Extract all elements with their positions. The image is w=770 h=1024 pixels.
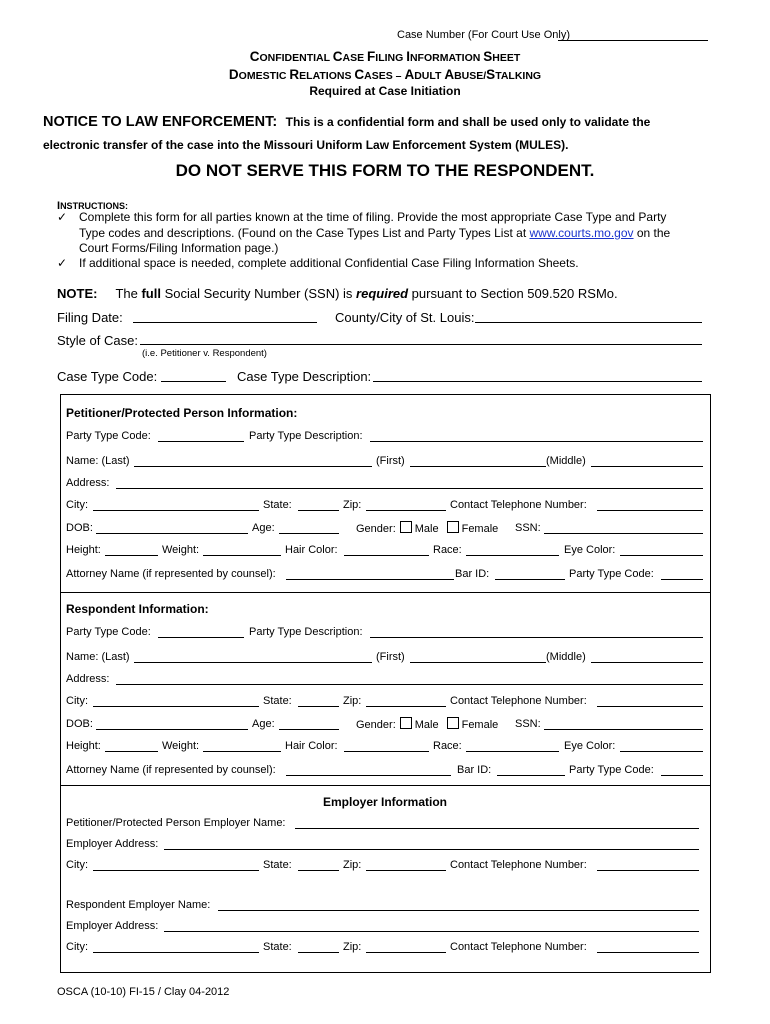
pet-first-name-label: (First)	[376, 455, 405, 467]
pet-party-type-desc-field[interactable]	[370, 441, 703, 442]
resp-state-label: State:	[263, 695, 292, 707]
resp-female-label: Female	[461, 719, 499, 731]
form-footer: OSCA (10-10) FI-15 / Clay 04-2012	[57, 986, 230, 998]
pet-attorney-field[interactable]	[286, 579, 454, 580]
pet-employer-address-label: Employer Address:	[66, 838, 159, 850]
pet-employer-phone-field[interactable]	[597, 870, 699, 871]
pet-hair-label: Hair Color:	[285, 544, 338, 556]
pet-bar-id-field[interactable]	[495, 579, 565, 580]
respondent-heading: Respondent Information:	[66, 602, 209, 616]
pet-phone-label: Contact Telephone Number:	[450, 499, 587, 511]
pet-race-field[interactable]	[466, 555, 559, 556]
pet-eye-label: Eye Color:	[564, 544, 616, 556]
form-subtitle: DOMESTIC RELATIONS CASES – ADULT ABUSE/STALKING	[228, 67, 542, 82]
pet-male-label: Male	[414, 523, 439, 535]
pet-female-label: Female	[461, 523, 499, 535]
resp-address-label: Address:	[66, 673, 110, 685]
pet-state-field[interactable]	[298, 510, 339, 511]
county-field[interactable]	[475, 322, 702, 323]
filing-date-label: Filing Date:	[57, 310, 123, 325]
resp-hair-field[interactable]	[344, 751, 429, 752]
pet-employer-name-field[interactable]	[295, 828, 699, 829]
pet-gender-group	[356, 521, 498, 535]
section-divider	[60, 592, 710, 593]
resp-attorney-label: Attorney Name (if represented by counsel):	[66, 764, 276, 776]
resp-age-label: Age:	[252, 718, 275, 730]
pet-employer-city-field[interactable]	[93, 870, 259, 871]
resp-bar-id-field[interactable]	[497, 775, 565, 776]
pet-employer-address-field[interactable]	[164, 849, 699, 850]
pet-weight-field[interactable]	[203, 555, 281, 556]
pet-employer-zip-label: Zip:	[343, 859, 362, 871]
resp-race-label: Race:	[433, 740, 462, 752]
pet-age-field[interactable]	[279, 533, 339, 534]
pet-middle-name-field[interactable]	[591, 466, 703, 467]
style-of-case-label: Style of Case:	[57, 333, 138, 348]
resp-race-field[interactable]	[466, 751, 559, 752]
pet-employer-zip-field[interactable]	[366, 870, 446, 871]
style-of-case-field[interactable]	[140, 344, 702, 345]
filing-date-field[interactable]	[133, 322, 317, 323]
pet-dob-field[interactable]	[96, 533, 248, 534]
resp-last-name-field[interactable]	[134, 662, 372, 663]
resp-city-field[interactable]	[93, 706, 259, 707]
resp-employer-address-label: Employer Address:	[66, 920, 159, 932]
courts-link[interactable]: www.courts.mo.gov	[529, 226, 634, 240]
resp-middle-name-field[interactable]	[591, 662, 703, 663]
instruction-1-line-1: Complete this form for all parties known at the time of filing. Provide the most appropriate Case Type and Party	[79, 210, 667, 224]
required-note: Required at Case Initiation	[309, 84, 461, 98]
resp-zip-label: Zip:	[343, 695, 362, 707]
pet-phone-field[interactable]	[597, 510, 703, 511]
resp-ssn-label: SSN:	[515, 718, 541, 730]
resp-phone-label: Contact Telephone Number:	[450, 695, 587, 707]
instruction-1-line-2: Type codes and descriptions. (Found on the Case Types List and Party Types List at www.courts.mo.gov on the	[79, 226, 671, 240]
resp-male-label: Male	[414, 719, 439, 731]
case-type-description-label: Case Type Description:	[237, 369, 372, 384]
pet-weight-label: Weight:	[162, 544, 200, 556]
pet-dob-label: DOB:	[66, 522, 93, 534]
pet-city-field[interactable]	[93, 510, 259, 511]
notice-text-1: This is a confidential form and shall be used only to validate the	[285, 115, 651, 129]
pet-city-label: City:	[66, 499, 88, 511]
resp-eye-field[interactable]	[620, 751, 703, 752]
pet-state-label: State:	[263, 499, 292, 511]
form-title: CONFIDENTIAL CASE FILING INFORMATION SHEET	[249, 49, 521, 64]
pet-address-label: Address:	[66, 477, 110, 489]
pet-zip-label: Zip:	[343, 499, 362, 511]
pet-last-name-field[interactable]	[134, 466, 372, 467]
do-not-serve-warning: DO NOT SERVE THIS FORM TO THE RESPONDENT.	[175, 161, 595, 180]
instruction-1-line-3: Court Forms/Filing Information page.)	[79, 241, 279, 255]
resp-age-field[interactable]	[279, 729, 339, 730]
pet-eye-field[interactable]	[620, 555, 703, 556]
resp-ssn-field[interactable]	[544, 729, 703, 730]
pet-ssn-field[interactable]	[544, 533, 703, 534]
pet-attorney-party-type-field[interactable]	[661, 579, 703, 580]
pet-employer-state-field[interactable]	[298, 870, 339, 871]
resp-gender-group	[356, 717, 498, 731]
resp-employer-name-label: Respondent Employer Name:	[66, 899, 211, 911]
instruction-2: If additional space is needed, complete additional Confidential Case Filing Information Sheets.	[79, 256, 579, 270]
case-type-code-field[interactable]	[161, 381, 226, 382]
resp-employer-zip-field[interactable]	[366, 952, 446, 953]
resp-employer-name-field[interactable]	[218, 910, 699, 911]
pet-employer-state-label: State:	[263, 859, 292, 871]
pet-middle-name-label: (Middle)	[546, 455, 586, 467]
instructions-heading: INSTRUCTIONS:	[57, 200, 129, 212]
pet-employer-city-label: City:	[66, 859, 88, 871]
case-type-description-field[interactable]	[373, 381, 702, 382]
pet-attorney-label: Attorney Name (if represented by counsel):	[66, 568, 276, 580]
resp-attorney-party-type-label: Party Type Code:	[569, 764, 654, 776]
resp-attorney-party-type-field[interactable]	[661, 775, 703, 776]
checkmark-icon: ✓	[57, 256, 68, 270]
resp-height-field[interactable]	[105, 751, 158, 752]
notice-text-2: electronic transfer of the case into the Missouri Uniform Law Enforcement System (MULES).	[43, 138, 569, 152]
resp-bar-id-label: Bar ID:	[457, 764, 492, 776]
resp-phone-field[interactable]	[597, 706, 703, 707]
resp-dob-field[interactable]	[96, 729, 248, 730]
resp-weight-label: Weight:	[162, 740, 200, 752]
resp-party-type-desc-field[interactable]	[370, 637, 703, 638]
notice-heading: NOTICE TO LAW ENFORCEMENT:	[43, 114, 278, 130]
resp-first-name-field[interactable]	[410, 662, 546, 663]
pet-bar-id-label: Bar ID:	[455, 568, 490, 580]
resp-weight-field[interactable]	[203, 751, 281, 752]
resp-employer-address-field[interactable]	[164, 931, 699, 932]
resp-employer-city-field[interactable]	[93, 952, 259, 953]
pet-race-label: Race:	[433, 544, 462, 556]
case-number-field[interactable]	[558, 40, 708, 41]
employer-heading: Employer Information	[322, 795, 447, 809]
resp-attorney-field[interactable]	[286, 775, 451, 776]
pet-address-field[interactable]	[116, 488, 703, 489]
pet-employer-name-label: Petitioner/Protected Person Employer Name:	[66, 817, 286, 829]
section-divider	[60, 785, 710, 786]
pet-last-name-label: Name: (Last)	[66, 455, 130, 467]
style-of-case-hint: (i.e. Petitioner v. Respondent)	[142, 348, 267, 359]
pet-attorney-party-type-label: Party Type Code:	[569, 568, 654, 580]
resp-state-field[interactable]	[298, 706, 339, 707]
resp-employer-city-label: City:	[66, 941, 88, 953]
pet-party-type-code-field[interactable]	[158, 441, 244, 442]
pet-ssn-label: SSN:	[515, 522, 541, 534]
resp-employer-zip-label: Zip:	[343, 941, 362, 953]
resp-last-name-label: Name: (Last)	[66, 651, 130, 663]
pet-hair-field[interactable]	[344, 555, 429, 556]
resp-hair-label: Hair Color:	[285, 740, 338, 752]
resp-party-type-desc-label: Party Type Description:	[249, 626, 363, 638]
pet-height-field[interactable]	[105, 555, 158, 556]
pet-height-label: Height:	[66, 544, 101, 556]
resp-eye-label: Eye Color:	[564, 740, 616, 752]
resp-male-checkbox[interactable]	[400, 717, 412, 729]
resp-middle-name-label: (Middle)	[546, 651, 586, 663]
resp-party-type-code-field[interactable]	[158, 637, 244, 638]
resp-employer-phone-label: Contact Telephone Number:	[450, 941, 587, 953]
resp-employer-state-field[interactable]	[298, 952, 339, 953]
pet-age-label: Age:	[252, 522, 275, 534]
case-type-code-label: Case Type Code:	[57, 369, 158, 384]
resp-address-field[interactable]	[116, 684, 703, 685]
case-number-label: Case Number (For Court Use Only)	[397, 29, 570, 41]
resp-zip-field[interactable]	[366, 706, 446, 707]
resp-gender-label: Gender:	[356, 719, 396, 731]
resp-first-name-label: (First)	[376, 651, 405, 663]
pet-zip-field[interactable]	[366, 510, 446, 511]
petitioner-heading: Petitioner/Protected Person Information:	[66, 406, 298, 420]
pet-first-name-field[interactable]	[410, 466, 546, 467]
resp-height-label: Height:	[66, 740, 101, 752]
pet-employer-phone-label: Contact Telephone Number:	[450, 859, 587, 871]
pet-male-checkbox[interactable]	[400, 521, 412, 533]
pet-party-type-desc-label: Party Type Description:	[249, 430, 363, 442]
resp-dob-label: DOB:	[66, 718, 93, 730]
pet-party-type-code-label: Party Type Code:	[66, 430, 151, 442]
resp-city-label: City:	[66, 695, 88, 707]
ssn-note: NOTE: The full Social Security Number (SSN) is required pursuant to Section 509.520 RSMo.	[57, 286, 618, 301]
pet-female-checkbox[interactable]	[447, 521, 459, 533]
county-label: County/City of St. Louis:	[335, 310, 475, 325]
resp-female-checkbox[interactable]	[447, 717, 459, 729]
checkmark-icon: ✓	[57, 210, 68, 224]
pet-gender-label: Gender:	[356, 523, 396, 535]
resp-employer-phone-field[interactable]	[597, 952, 699, 953]
notice-line-1	[43, 113, 650, 131]
resp-employer-state-label: State:	[263, 941, 292, 953]
resp-party-type-code-label: Party Type Code:	[66, 626, 151, 638]
